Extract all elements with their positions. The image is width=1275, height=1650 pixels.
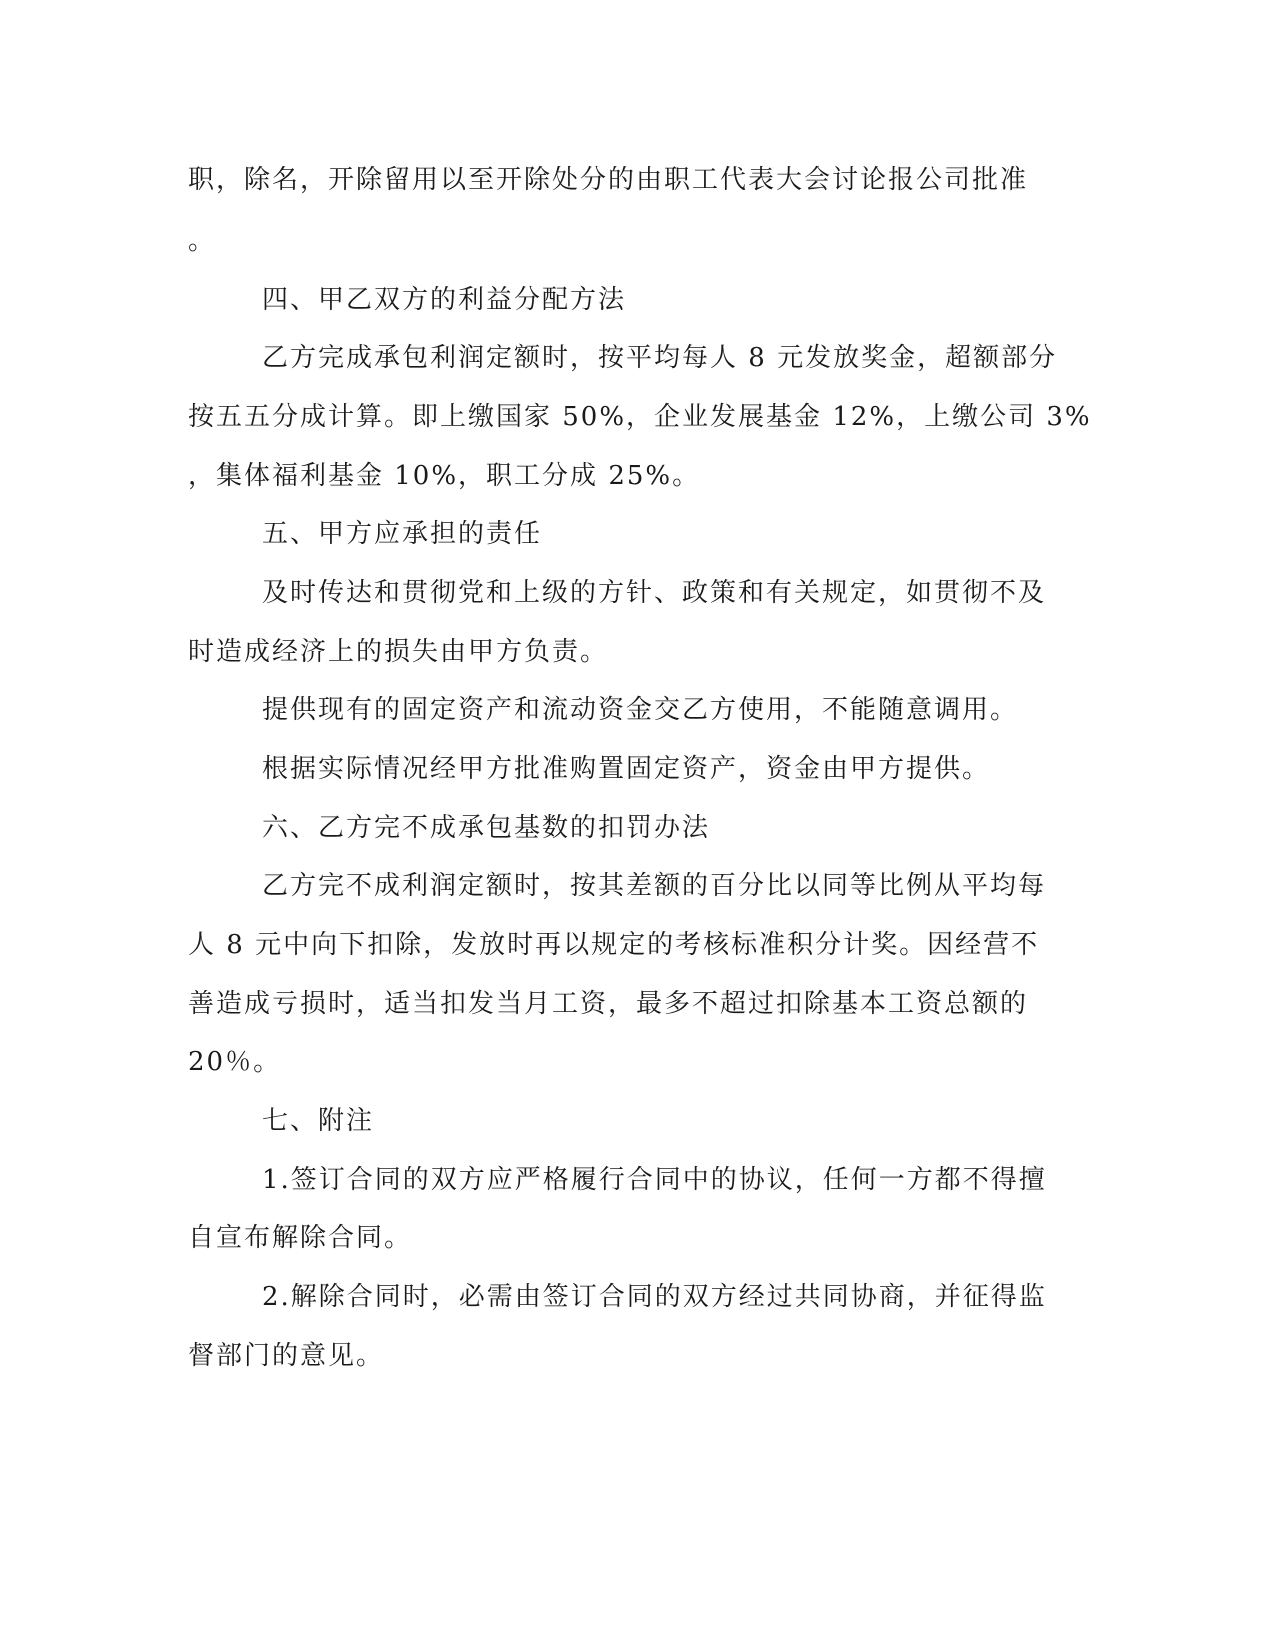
text-line: 2.解除合同时，必需由签订合同的双方经过共同协商，并征得监 [262, 1282, 1047, 1312]
text-line: ，集体福利基金 10%，职工分成 25%。 [188, 461, 701, 491]
text-line: 人 8 元中向下扣除，发放时再以规定的考核标准积分计奖。因经营不 [188, 930, 1040, 960]
section-heading: 四、甲乙双方的利益分配方法 [262, 285, 627, 315]
section-heading: 五、甲方应承担的责任 [262, 519, 543, 549]
text-line: 20％。 [188, 1047, 282, 1077]
text-line: 。 [188, 226, 217, 256]
text-line: 乙方完成承包利润定额时，按平均每人 8 元发放奖金，超额部分 [262, 343, 1058, 373]
text-line: 按五五分成计算。即上缴国家 50%，企业发展基金 12%，上缴公司 3% [188, 402, 1092, 432]
text-line: 职，除名，开除留用以至开除处分的由职工代表大会讨论报公司批准 [188, 165, 1029, 195]
text-line: 时造成经济上的损失由甲方负责。 [188, 637, 609, 667]
text-line: 乙方完不成利润定额时，按其差额的百分比以同等比例从平均每 [262, 871, 1047, 901]
section-heading: 六、乙方完不成承包基数的扣罚办法 [262, 813, 711, 843]
text-line: 根据实际情况经甲方批准购置固定资产，资金由甲方提供。 [262, 754, 991, 784]
text-line: 督部门的意见。 [188, 1341, 385, 1371]
text-line: 提供现有的固定资产和流动资金交乙方使用，不能随意调用。 [262, 695, 1019, 725]
text-line: 自宣布解除合同。 [188, 1223, 413, 1253]
text-line: 善造成亏损时，适当扣发当月工资，最多不超过扣除基本工资总额的 [188, 989, 1029, 1019]
text-line: 及时传达和贯彻党和上级的方针、政策和有关规定，如贯彻不及 [262, 578, 1047, 608]
section-heading: 七、附注 [262, 1106, 375, 1136]
text-line: 1.签订合同的双方应严格履行合同中的协议，任何一方都不得擅 [262, 1165, 1047, 1195]
